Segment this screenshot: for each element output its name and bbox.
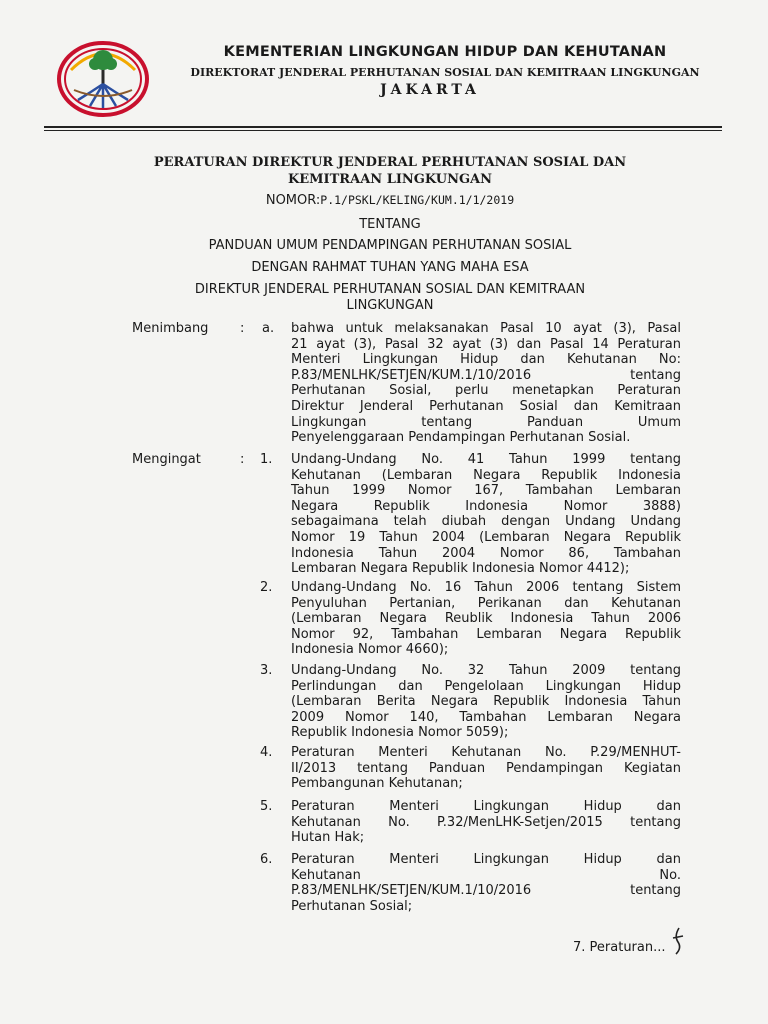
header-divider-thin	[44, 130, 722, 131]
text-line: Indonesia Tahun 2004 Nomor 86, Tambahan	[291, 545, 681, 561]
issuer	[130, 282, 650, 314]
text-line: Republik Indonesia Nomor 5059);	[291, 725, 509, 741]
mengingat-item	[291, 580, 681, 658]
text-line: Peraturan Menteri Kehutanan No. P.29/MENHUT-	[291, 745, 681, 760]
mengingat-item	[291, 799, 681, 846]
text-line: Lembaran Negara Republik Indonesia Nomor 4412);	[291, 561, 630, 577]
text-line: Pembangunan Kehutanan;	[291, 776, 463, 792]
text-line: (Lembaran Negara Reublik Indonesia Tahun 2006	[291, 611, 681, 627]
issuer-line-2: LINGKUNGAN	[346, 298, 434, 313]
mengingat-item	[291, 852, 681, 914]
text-line: II/2013 tentang Panduan Pendampingan Kegiatan	[291, 760, 681, 776]
text-line: Menteri Lingkungan Hidup dan Kehutanan No:	[291, 352, 681, 368]
text-line: Negara Republik Indonesia Nomor 3888)	[291, 498, 681, 514]
ministry-emblem-icon	[56, 40, 150, 118]
mengingat-item	[291, 663, 681, 741]
next-page-reference: 7. Peraturan...	[573, 940, 666, 955]
text-line: Perlindungan dan Pengelolaan Lingkungan Hidup	[291, 678, 681, 694]
text-line: Nomor 92, Tambahan Lembaran Negara Republik	[291, 626, 681, 642]
regulation-title-line-2: KEMITRAAN LINGKUNGAN	[287, 172, 493, 187]
regulation-title	[120, 154, 660, 188]
text-line: Hutan Hak;	[291, 830, 365, 846]
text-line: Indonesia Nomor 4660);	[291, 642, 449, 658]
text-line: Direktur Jenderal Perhutanan Sosial dan Kemitraan	[291, 398, 681, 414]
text-line: sebagaimana telah diubah dengan Undang Undang	[291, 514, 681, 530]
text-line: Kehutanan No. P.32/MenLHK-Setjen/2015 tentang	[291, 814, 681, 830]
mengingat-item	[291, 452, 681, 577]
text-line: Peraturan Menteri Lingkungan Hidup dan	[291, 799, 681, 814]
mengingat-item-marker: 6.	[260, 852, 273, 867]
text-line: Lingkungan tentang Panduan Umum	[291, 414, 681, 430]
header-divider-thick	[44, 126, 722, 128]
mengingat-item-marker: 2.	[260, 580, 273, 595]
text-line: Tahun 1999 Nomor 167, Tambahan Lembaran	[291, 483, 681, 499]
text-line: Undang-Undang No. 16 Tahun 2006 tentang Sistem	[291, 580, 681, 595]
regulation-title-line-1: PERATURAN DIREKTUR JENDERAL PERHUTANAN SOSIAL DAN	[153, 155, 627, 170]
regulation-number-label: NOMOR:	[265, 193, 321, 208]
text-line: Penyelenggaraan Pendampingan Perhutanan Sosial.	[291, 430, 631, 446]
directorate-name: DIREKTORAT JENDERAL PERHUTANAN SOSIAL DAN KEMITRAAN LINGKUNGAN	[190, 66, 700, 79]
text-line: P.83/MENLHK/SETJEN/KUM.1/10/2016 tentang	[291, 883, 681, 899]
regulation-subject: PANDUAN UMUM PENDAMPINGAN PERHUTANAN SOSIAL	[208, 238, 572, 253]
ministry-name: KEMENTERIAN LINGKUNGAN HIDUP DAN KEHUTANAN	[223, 44, 667, 60]
mengingat-colon: :	[240, 452, 245, 467]
tentang-heading: TENTANG	[359, 217, 421, 232]
regulation-number	[160, 193, 620, 208]
city-name: JAKARTA	[380, 82, 480, 98]
text-line: 2009 Nomor 140, Tambahan Lembaran Negara	[291, 709, 681, 725]
text-line: Undang-Undang No. 32 Tahun 2009 tentang	[291, 663, 681, 678]
mengingat-label: Mengingat	[132, 452, 201, 467]
menimbang-item	[291, 321, 681, 446]
text-line: P.83/MENLHK/SETJEN/KUM.1/10/2016 tentang	[291, 367, 681, 383]
text-line: Nomor 19 Tahun 2004 (Lembaran Negara Republik	[291, 529, 681, 545]
menimbang-item-marker: a.	[262, 321, 275, 336]
text-line: Perhutanan Sosial;	[291, 898, 413, 914]
mengingat-item	[291, 745, 681, 792]
mengingat-item-marker: 1.	[260, 452, 273, 467]
handwritten-initial-icon	[670, 926, 686, 956]
text-line: bahwa untuk melaksanakan Pasal 10 ayat (3), Pasal	[291, 321, 681, 336]
mengingat-item-marker: 3.	[260, 663, 273, 678]
text-line: Kehutanan (Lembaran Negara Republik Indonesia	[291, 467, 681, 483]
text-line: Penyuluhan Pertanian, Perikanan dan Kehutanan	[291, 595, 681, 611]
text-line: Kehutanan No.	[291, 867, 681, 883]
issuer-line-1: DIREKTUR JENDERAL PERHUTANAN SOSIAL DAN KEMITRAAN	[194, 282, 586, 297]
text-line: (Lembaran Berita Negara Republik Indonesia Tahun	[291, 694, 681, 710]
text-line: Undang-Undang No. 41 Tahun 1999 tentang	[291, 452, 681, 467]
text-line: Peraturan Menteri Lingkungan Hidup dan	[291, 852, 681, 867]
mengingat-item-marker: 4.	[260, 745, 273, 760]
text-line: Perhutanan Sosial, perlu menetapkan Peraturan	[291, 383, 681, 399]
regulation-number-value: P.1/PSKL/KELING/KUM.1/1/2019	[320, 193, 515, 207]
menimbang-colon: :	[240, 321, 245, 336]
blessing-phrase: DENGAN RAHMAT TUHAN YANG MAHA ESA	[251, 260, 529, 275]
menimbang-label: Menimbang	[132, 321, 209, 336]
text-line: 21 ayat (3), Pasal 32 ayat (3) dan Pasal 14 Peraturan	[291, 336, 681, 352]
mengingat-item-marker: 5.	[260, 799, 273, 814]
